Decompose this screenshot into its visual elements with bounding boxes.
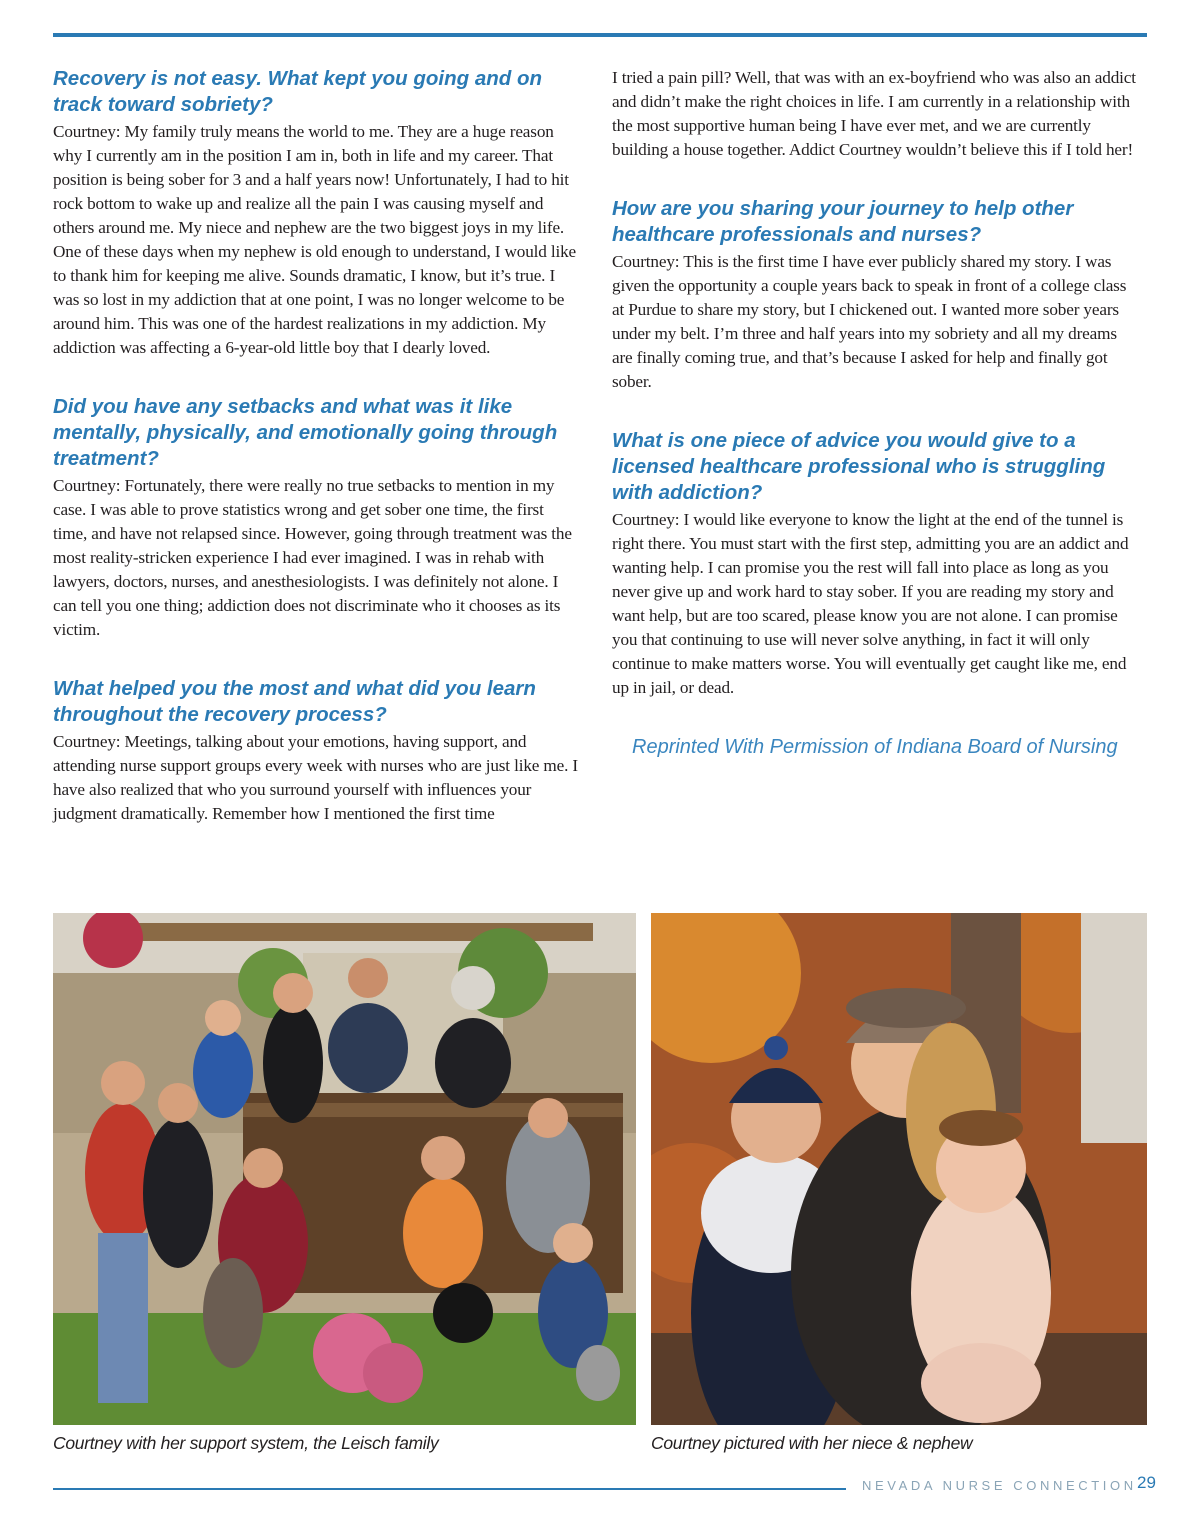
qa-section [612,428,1138,700]
page-number: 29 [1137,1473,1156,1492]
photo-caption: Courtney with her support system, the Leisch family [53,1433,439,1453]
niece-nephew-photo [651,913,1147,1425]
continued-answer-text: I tried a pain pill? Well, that was with an ex-boyfriend who was also an addict and didn’t make the right choices in life. I am currently in a relationship with the most supportive human being I have ever met, and we are currently building a house together. Addict Courtney wouldn’t believe this if I told her! [612,68,1136,159]
qa-section [53,66,579,360]
question-heading: Did you have any setbacks and what was it like mentally, physically, and emotionally going through treatment? [53,395,558,470]
right-column [612,66,1138,760]
photo-caption: Courtney pictured with her niece & nephew [651,1433,973,1453]
publication-name: NEVADA NURSE CONNECTION [862,1478,1137,1493]
qa-section [53,676,579,826]
top-rule [53,33,1147,37]
question-heading: How are you sharing your journey to help other healthcare professionals and nurses? [612,197,1074,246]
answer-text: Courtney: Meetings, talking about your emotions, having support, and attending nurse support groups every week with nurses who are just like me. I have also realized that who you surround yourself with influences your judgment dramatically. Remember how I mentioned the first time [53,732,578,823]
answer-text: Courtney: Fortunately, there were really no true setbacks to mention in my case. I was able to prove statistics wrong and get sober one time, the first time, and have not relapsed since. However, going through treatment was the most reality-stricken experience I had ever imagined. I was in rehab with lawyers, doctors, nurses, and anesthesiologists. I was definitely not alone. I can tell you one thing; addiction does not discriminate who it chooses as its victim. [53,476,572,639]
answer-text: Courtney: This is the first time I have ever publicly shared my story. I was given the opportunity a couple years back to speak in front of a college class at Purdue to share my story, but I chickened out. I wanted more sober years under my belt. I’m three and half years into my sobriety and all my dreams are finally coming true, and that’s because I asked for help and finally got sober. [612,252,1127,391]
answer-text: Courtney: I would like everyone to know the light at the end of the tunnel is right there. You must start with the first step, admitting you are an addict and wanting help. I can promise you the rest will fall into place as long as you never give up and work hard to stay sober. If you are reading my story and want help, but are too scared, please know you are not alone. I can promise you that continuing to use will never solve anything, in fact it will only continue to make matters worse. You will eventually get caught like me, end up in jail, or dead. [612,510,1129,697]
left-column [53,66,579,860]
reprint-note: Reprinted With Permission of Indiana Board of Nursing [632,736,1118,758]
question-heading: What helped you the most and what did you learn throughout the recovery process? [53,677,536,726]
qa-section [53,394,579,642]
qa-section [612,196,1138,394]
question-heading: What is one piece of advice you would give to a licensed healthcare professional who is struggling with addiction? [612,429,1106,504]
question-heading: Recovery is not easy. What kept you going and on track toward sobriety? [53,67,543,116]
family-group-photo [53,913,636,1425]
footer-rule [53,1488,846,1490]
answer-text: Courtney: My family truly means the world to me. They are a huge reason why I currently am in the position I am in, both in life and my career. That position is being sober for 3 and a half years now! Unfortunately, I had to hit rock bottom to wake up and realize all the pain I was causing myself and others around me. My niece and nephew are the two biggest joys in my life. One of these days when my nephew is old enough to understand, I would like to thank him for keeping me alive. Sounds dramatic, I know, but it’s true. I was so lost in my addiction that at one point, I was no longer welcome to be around him. This was one of the hardest realizations in my addiction. My addiction was affecting a 6-year-old little boy that I dearly loved. [53,122,577,357]
